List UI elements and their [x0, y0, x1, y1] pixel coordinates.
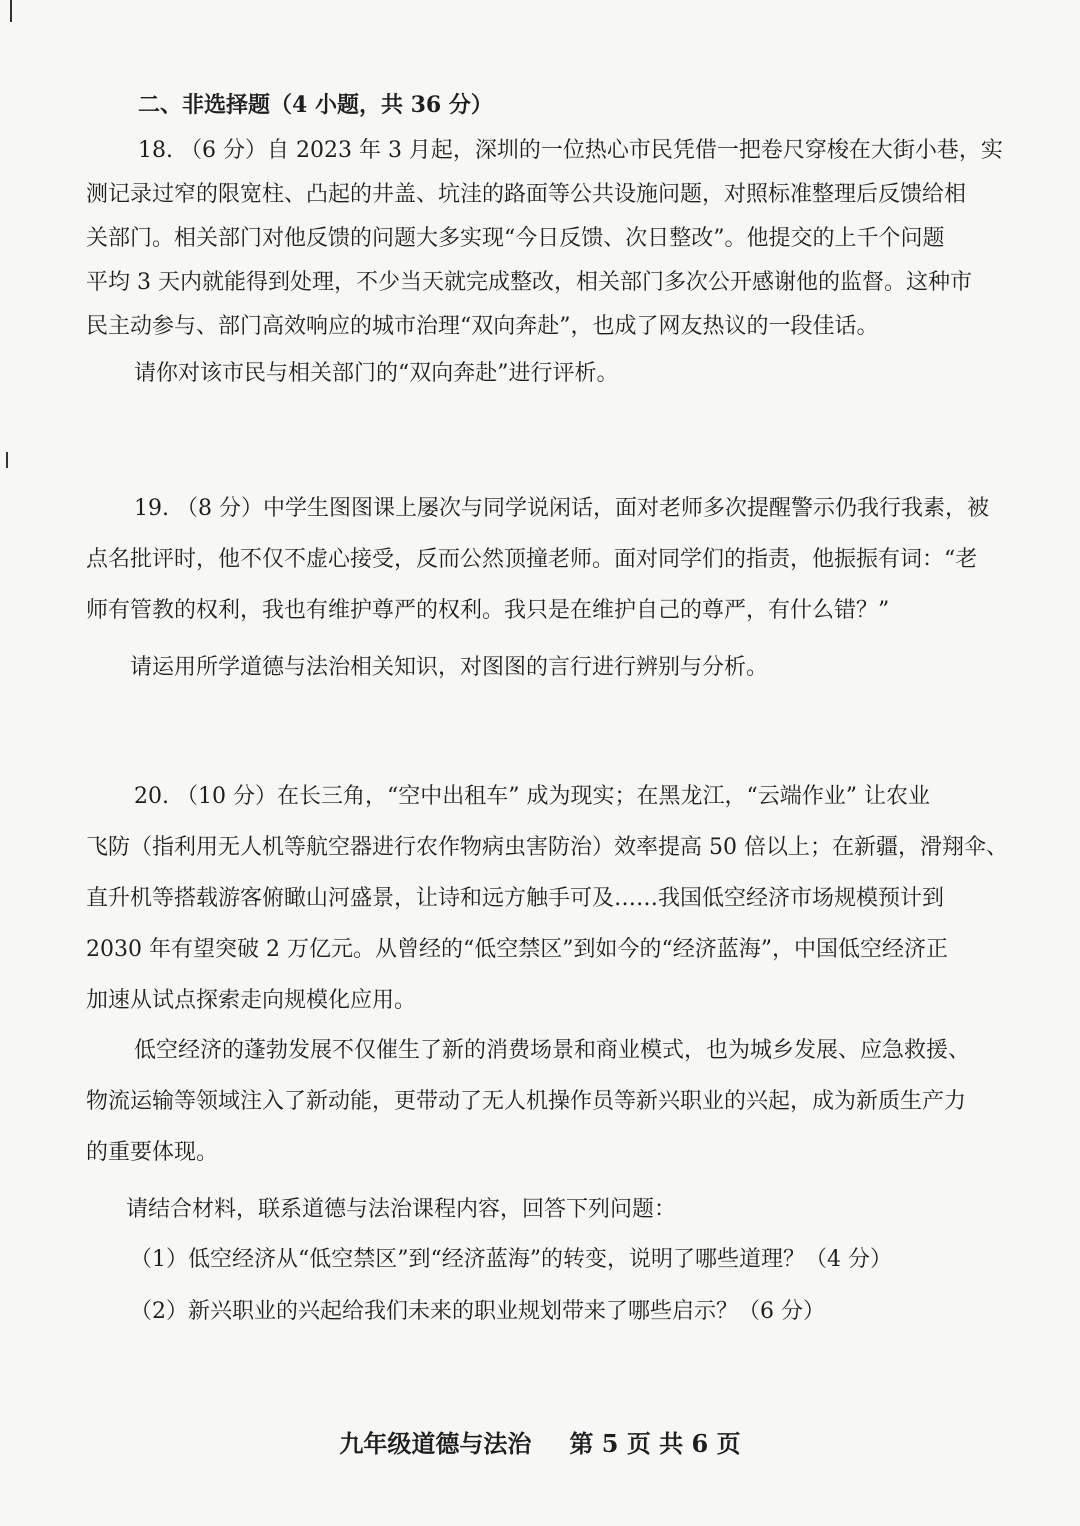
- question-20-sub-1: （1）低空经济从“低空禁区”到“经济蓝海”的转变，说明了哪些道理？（4 分）: [130, 1247, 892, 1272]
- question-line: 飞防（指利用无人机等航空器进行农作物病虫害防治）效率提高 50 倍以上；在新疆，滑翔伞、: [86, 835, 1008, 860]
- question-19-prompt: 请运用所学道德与法治相关知识，对图图的言行进行辨别与分析。: [130, 655, 769, 680]
- question-19-material: [86, 498, 998, 651]
- question-line: 师有管教的权利，我也有维护尊严的权利。我只是在维护自己的尊严，有什么错？”: [86, 598, 890, 623]
- question-line: 直升机等搭载游客俯瞰山河盛景，让诗和远方触手可及……我国低空经济市场规模预计到: [86, 886, 945, 911]
- question-18-prompt: 请你对该市民与相关部门的“双向奔赴”进行评析。: [134, 361, 619, 386]
- question-line: 民主动参与、部门高效响应的城市治理“双向奔赴”，也成了网友热议的一段佳话。: [86, 314, 879, 339]
- question-line: 19. （8 分）中学生图图课上屡次与同学说闲话，面对老师多次提醒警示仍我行我素，被: [134, 496, 989, 521]
- page-footer: [0, 1424, 1080, 1459]
- question-line: 的重要体现。: [86, 1140, 219, 1165]
- question-20-material-2: [86, 1040, 998, 1193]
- question-line: 关部门。相关部门对他反馈的问题大多实现“今日反馈、次日整改”。他提交的上千个问题: [86, 226, 945, 251]
- question-line: 测记录过窄的限宽柱、凸起的井盖、坑洼的路面等公共设施问题，对照标准整理后反馈给相: [86, 182, 967, 207]
- question-line: 20. （10 分）在长三角，“空中出租车” 成为现实；在黑龙江，“云端作业” 让农业: [134, 784, 930, 809]
- question-18-material: [86, 138, 1003, 360]
- question-line: 低空经济的蓬勃发展不仅催生了新的消费场景和商业模式，也为城乡发展、应急救援、: [134, 1038, 971, 1063]
- question-line: 平均 3 天内就能得到处理，不少当天就完成整改，相关部门多次公开感谢他的监督。这种市: [86, 270, 972, 295]
- question-line: 点名批评时，他不仅不虚心接受，反而公然顶撞老师。面对同学们的指责，他振振有词：“老: [86, 547, 978, 572]
- footer-page-number: 第 5 页 共 6 页: [569, 1429, 741, 1458]
- footer-subject: 九年级道德与法治: [339, 1429, 532, 1458]
- question-line: 加速从试点探索走向规模化应用。: [86, 988, 417, 1013]
- section-title: 二、非选择题（4 小题，共 36 分）: [138, 92, 493, 118]
- scan-mark: [6, 452, 8, 468]
- question-line: 2030 年有望突破 2 万亿元。从曾经的“低空禁区”到如今的“经济蓝海”，中国低空经济正: [86, 937, 948, 962]
- question-20-sub-2: （2）新兴职业的兴起给我们未来的职业规划带来了哪些启示？（6 分）: [130, 1299, 825, 1324]
- question-line: 物流运输等领域注入了新动能，更带动了无人机操作员等新兴职业的兴起，成为新质生产力: [86, 1089, 967, 1114]
- question-line: 18. （6 分）自 2023 年 3 月起，深圳的一位热心市民凭借一把卷尺穿梭在大街小巷，实: [138, 138, 1003, 163]
- scan-mark: [10, 0, 12, 22]
- question-20-material-1: [86, 784, 1008, 1041]
- question-20-prompt: 请结合材料，联系道德与法治课程内容，回答下列问题：: [126, 1197, 677, 1222]
